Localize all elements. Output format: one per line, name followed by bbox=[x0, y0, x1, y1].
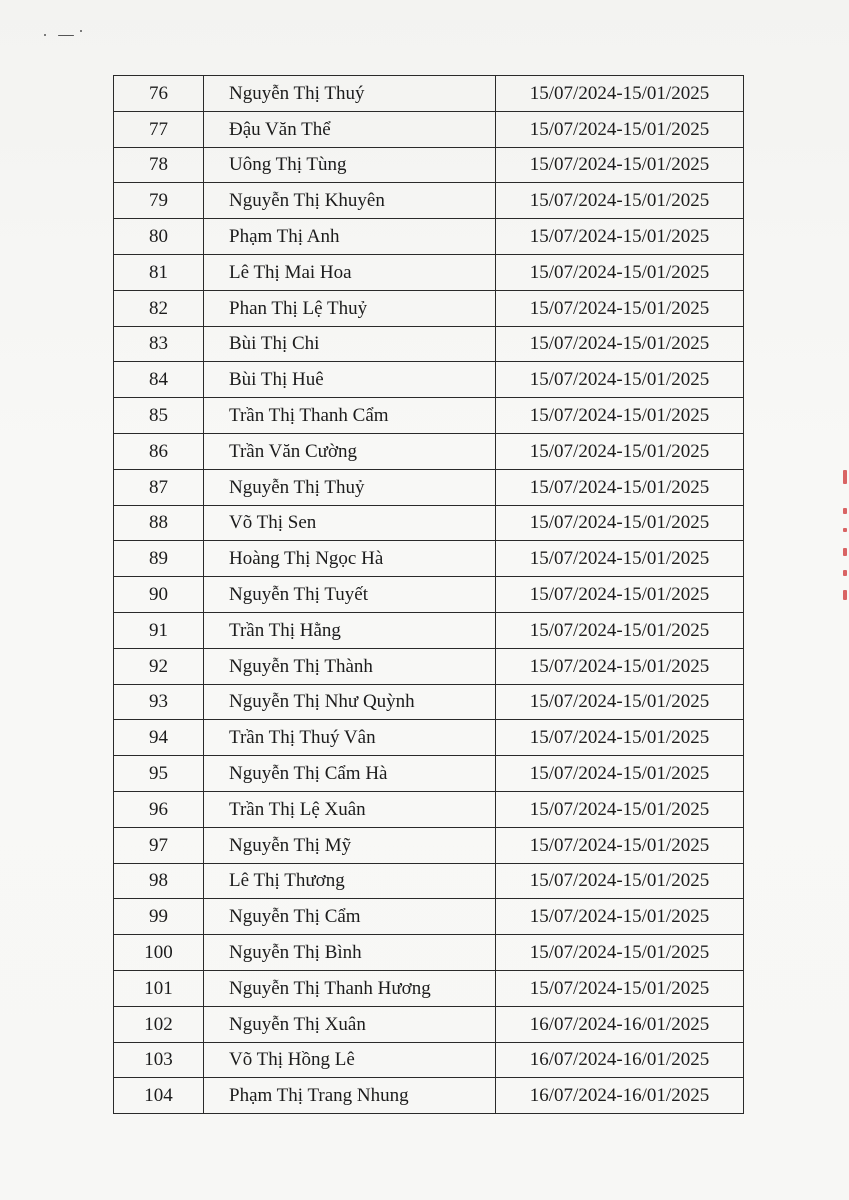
employee-name-cell: Trần Văn Cường bbox=[204, 433, 496, 469]
contract-period-cell: 16/07/2024-16/01/2025 bbox=[496, 1042, 744, 1078]
employee-name-cell: Lê Thị Thương bbox=[204, 863, 496, 899]
contract-period-cell: 15/07/2024-15/01/2025 bbox=[496, 469, 744, 505]
row-number-cell: 83 bbox=[114, 326, 204, 362]
scan-speck bbox=[44, 30, 88, 38]
row-number-cell: 99 bbox=[114, 899, 204, 935]
contract-period-cell: 15/07/2024-15/01/2025 bbox=[496, 648, 744, 684]
employee-name-cell: Nguyễn Thị Thuý bbox=[204, 76, 496, 112]
contract-period-cell: 15/07/2024-15/01/2025 bbox=[496, 290, 744, 326]
row-number-cell: 84 bbox=[114, 362, 204, 398]
table-row bbox=[114, 254, 744, 290]
row-number-cell: 101 bbox=[114, 970, 204, 1006]
employee-name-cell: Trần Thị Thuý Vân bbox=[204, 720, 496, 756]
employee-name-cell: Bùi Thị Huê bbox=[204, 362, 496, 398]
table-row bbox=[114, 398, 744, 434]
table-row bbox=[114, 433, 744, 469]
employee-name-cell: Đậu Văn Thể bbox=[204, 111, 496, 147]
table-row bbox=[114, 791, 744, 827]
employee-name-cell: Trần Thị Thanh Cẩm bbox=[204, 398, 496, 434]
employee-name-cell: Nguyễn Thị Cẩm bbox=[204, 899, 496, 935]
contract-period-cell: 15/07/2024-15/01/2025 bbox=[496, 147, 744, 183]
table-row bbox=[114, 183, 744, 219]
contract-period-cell: 15/07/2024-15/01/2025 bbox=[496, 254, 744, 290]
employee-name-cell: Nguyễn Thị Thuỷ bbox=[204, 469, 496, 505]
table-row bbox=[114, 326, 744, 362]
employee-name-cell: Lê Thị Mai Hoa bbox=[204, 254, 496, 290]
employee-name-cell: Uông Thị Tùng bbox=[204, 147, 496, 183]
employee-name-cell: Nguyễn Thị Tuyết bbox=[204, 577, 496, 613]
table-row bbox=[114, 720, 744, 756]
employee-name-cell: Nguyễn Thị Như Quỳnh bbox=[204, 684, 496, 720]
contract-period-cell: 15/07/2024-15/01/2025 bbox=[496, 219, 744, 255]
contract-period-cell: 15/07/2024-15/01/2025 bbox=[496, 111, 744, 147]
row-number-cell: 90 bbox=[114, 577, 204, 613]
table-row bbox=[114, 648, 744, 684]
row-number-cell: 96 bbox=[114, 791, 204, 827]
row-number-cell: 76 bbox=[114, 76, 204, 112]
employee-name-cell: Nguyễn Thị Mỹ bbox=[204, 827, 496, 863]
table-row bbox=[114, 970, 744, 1006]
row-number-cell: 86 bbox=[114, 433, 204, 469]
employee-name-cell: Võ Thị Sen bbox=[204, 505, 496, 541]
table-row bbox=[114, 111, 744, 147]
table-row bbox=[114, 1042, 744, 1078]
row-number-cell: 103 bbox=[114, 1042, 204, 1078]
row-number-cell: 89 bbox=[114, 541, 204, 577]
table-row bbox=[114, 290, 744, 326]
table-row bbox=[114, 362, 744, 398]
employee-table-wrapper bbox=[113, 75, 743, 1114]
contract-period-cell: 15/07/2024-15/01/2025 bbox=[496, 362, 744, 398]
table-row bbox=[114, 935, 744, 971]
table-row bbox=[114, 756, 744, 792]
row-number-cell: 100 bbox=[114, 935, 204, 971]
row-number-cell: 92 bbox=[114, 648, 204, 684]
scan-edge-marks bbox=[843, 470, 849, 610]
table-row bbox=[114, 147, 744, 183]
contract-period-cell: 15/07/2024-15/01/2025 bbox=[496, 720, 744, 756]
row-number-cell: 79 bbox=[114, 183, 204, 219]
table-row bbox=[114, 577, 744, 613]
table-row bbox=[114, 76, 744, 112]
contract-period-cell: 15/07/2024-15/01/2025 bbox=[496, 76, 744, 112]
contract-period-cell: 16/07/2024-16/01/2025 bbox=[496, 1078, 744, 1114]
contract-period-cell: 15/07/2024-15/01/2025 bbox=[496, 863, 744, 899]
employee-name-cell: Nguyễn Thị Thanh Hương bbox=[204, 970, 496, 1006]
row-number-cell: 102 bbox=[114, 1006, 204, 1042]
row-number-cell: 91 bbox=[114, 612, 204, 648]
row-number-cell: 80 bbox=[114, 219, 204, 255]
contract-period-cell: 15/07/2024-15/01/2025 bbox=[496, 756, 744, 792]
table-row bbox=[114, 827, 744, 863]
table-row bbox=[114, 1006, 744, 1042]
employee-name-cell: Phạm Thị Trang Nhung bbox=[204, 1078, 496, 1114]
employee-name-cell: Trần Thị Hằng bbox=[204, 612, 496, 648]
table-body bbox=[114, 76, 744, 1114]
row-number-cell: 77 bbox=[114, 111, 204, 147]
table-row bbox=[114, 541, 744, 577]
table-row bbox=[114, 505, 744, 541]
row-number-cell: 93 bbox=[114, 684, 204, 720]
contract-period-cell: 15/07/2024-15/01/2025 bbox=[496, 612, 744, 648]
contract-period-cell: 15/07/2024-15/01/2025 bbox=[496, 326, 744, 362]
employee-name-cell: Võ Thị Hồng Lê bbox=[204, 1042, 496, 1078]
employee-name-cell: Nguyễn Thị Cẩm Hà bbox=[204, 756, 496, 792]
employee-name-cell: Nguyễn Thị Bình bbox=[204, 935, 496, 971]
table-row bbox=[114, 469, 744, 505]
employee-name-cell: Nguyễn Thị Thành bbox=[204, 648, 496, 684]
employee-name-cell: Nguyễn Thị Xuân bbox=[204, 1006, 496, 1042]
employee-table bbox=[113, 75, 744, 1114]
employee-name-cell: Trần Thị Lệ Xuân bbox=[204, 791, 496, 827]
row-number-cell: 87 bbox=[114, 469, 204, 505]
contract-period-cell: 16/07/2024-16/01/2025 bbox=[496, 1006, 744, 1042]
contract-period-cell: 15/07/2024-15/01/2025 bbox=[496, 577, 744, 613]
row-number-cell: 97 bbox=[114, 827, 204, 863]
contract-period-cell: 15/07/2024-15/01/2025 bbox=[496, 827, 744, 863]
row-number-cell: 104 bbox=[114, 1078, 204, 1114]
contract-period-cell: 15/07/2024-15/01/2025 bbox=[496, 398, 744, 434]
row-number-cell: 94 bbox=[114, 720, 204, 756]
table-row bbox=[114, 1078, 744, 1114]
contract-period-cell: 15/07/2024-15/01/2025 bbox=[496, 970, 744, 1006]
employee-name-cell: Bùi Thị Chi bbox=[204, 326, 496, 362]
row-number-cell: 88 bbox=[114, 505, 204, 541]
contract-period-cell: 15/07/2024-15/01/2025 bbox=[496, 935, 744, 971]
table-row bbox=[114, 899, 744, 935]
contract-period-cell: 15/07/2024-15/01/2025 bbox=[496, 684, 744, 720]
row-number-cell: 98 bbox=[114, 863, 204, 899]
table-row bbox=[114, 219, 744, 255]
row-number-cell: 78 bbox=[114, 147, 204, 183]
row-number-cell: 81 bbox=[114, 254, 204, 290]
contract-period-cell: 15/07/2024-15/01/2025 bbox=[496, 505, 744, 541]
contract-period-cell: 15/07/2024-15/01/2025 bbox=[496, 541, 744, 577]
table-row bbox=[114, 863, 744, 899]
contract-period-cell: 15/07/2024-15/01/2025 bbox=[496, 791, 744, 827]
contract-period-cell: 15/07/2024-15/01/2025 bbox=[496, 899, 744, 935]
employee-name-cell: Hoàng Thị Ngọc Hà bbox=[204, 541, 496, 577]
contract-period-cell: 15/07/2024-15/01/2025 bbox=[496, 433, 744, 469]
row-number-cell: 85 bbox=[114, 398, 204, 434]
employee-name-cell: Phạm Thị Anh bbox=[204, 219, 496, 255]
employee-name-cell: Nguyễn Thị Khuyên bbox=[204, 183, 496, 219]
table-row bbox=[114, 612, 744, 648]
contract-period-cell: 15/07/2024-15/01/2025 bbox=[496, 183, 744, 219]
row-number-cell: 82 bbox=[114, 290, 204, 326]
row-number-cell: 95 bbox=[114, 756, 204, 792]
table-row bbox=[114, 684, 744, 720]
employee-name-cell: Phan Thị Lệ Thuỷ bbox=[204, 290, 496, 326]
